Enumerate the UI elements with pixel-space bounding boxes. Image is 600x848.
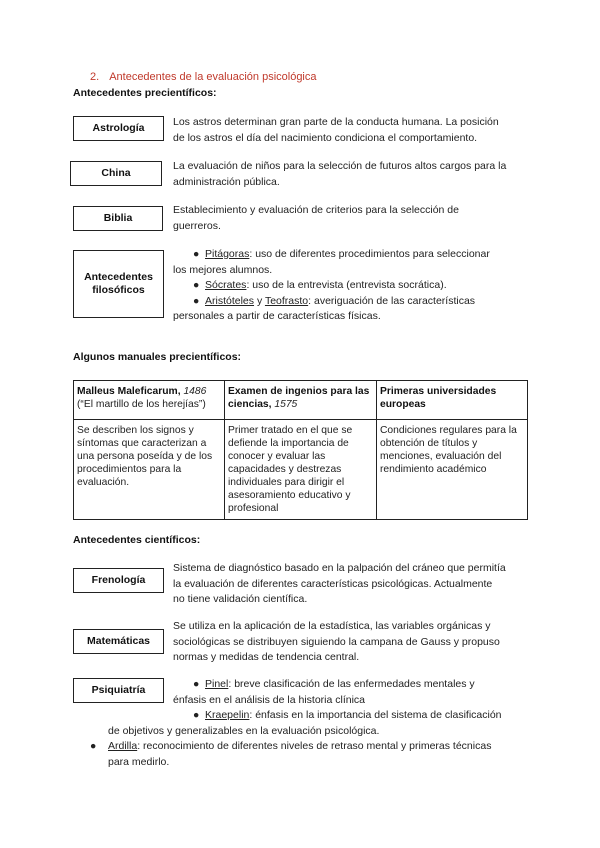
- list-item: [173, 677, 475, 693]
- ardilla-cont: para medirlo.: [108, 755, 170, 768]
- kraepelin-cont: de objetivos y generalizables en la evaluación psicológica.: [108, 724, 380, 737]
- biblia-line: Establecimiento y evaluación de criterios para la selección de: [173, 204, 459, 216]
- table-row: [74, 420, 528, 520]
- china-line: La evaluación de niños para la selección de futuros altos cargos para la: [173, 160, 507, 172]
- filosoficos-box: [73, 250, 164, 318]
- china-box: China: [70, 161, 162, 186]
- joiner-text: y: [254, 294, 265, 307]
- biblia-description: [173, 203, 459, 234]
- frenologia-line: no tiene validación científica.: [173, 593, 308, 605]
- aristoteles-text: : averiguación de las características: [308, 294, 476, 307]
- matematicas-line: Se utiliza en la aplicación de la estadística, las variables orgánicas y: [173, 620, 491, 632]
- frenologia-description: [173, 561, 506, 608]
- pitagoras-name: Pitágoras: [205, 248, 250, 260]
- ardilla-name: Ardilla: [108, 740, 138, 752]
- filosoficos-label-line2: filosóficos: [92, 284, 145, 296]
- precientificos-heading: Antecedentes precientíficos:: [73, 87, 217, 99]
- section-number: 2.: [90, 71, 100, 83]
- table-header-row: [74, 381, 528, 420]
- psiquiatria-list: [173, 677, 475, 708]
- pitagoras-text: : uso de diferentes procedimientos para seleccionar: [249, 248, 490, 260]
- socrates-text: : uso de la entrevista (entrevista socrática).: [246, 279, 447, 291]
- matematicas-description: [173, 619, 500, 666]
- bullet-icon: ●: [193, 279, 200, 291]
- china-description: [173, 159, 506, 190]
- kraepelin-item: [108, 708, 502, 739]
- socrates-name: Sócrates: [205, 279, 247, 291]
- section-title-text: Antecedentes de la evaluación psicológica: [109, 71, 317, 83]
- teofrasto-name: Teofrasto: [264, 294, 309, 307]
- list-item: [173, 278, 490, 294]
- bullet-icon: ●: [193, 678, 200, 690]
- column-year: 1575: [271, 399, 298, 410]
- column-title: Primeras universidades europeas: [380, 386, 497, 410]
- ardilla-text: : reconocimiento de diferentes niveles de retraso mental y primeras técnicas: [137, 740, 492, 752]
- cientificos-heading: Antecedentes científicos:: [73, 534, 201, 546]
- china-line: administración pública.: [173, 175, 280, 188]
- table-cell: Condiciones regulares para la obtención de títulos y menciones, evaluación del rendimiento académico: [377, 420, 528, 520]
- matematicas-line: normas y medidas de tendencia central.: [173, 651, 360, 663]
- kraepelin-name: Kraepelin: [205, 709, 250, 721]
- column-subtitle: (“El martillo de los herejías”): [77, 399, 206, 410]
- bullet-icon: ●: [193, 248, 200, 260]
- bullet-icon: ●: [193, 294, 200, 307]
- column-title: Malleus Maleficarum,: [77, 386, 181, 397]
- table-header-cell: [74, 381, 225, 420]
- ardilla-item: [90, 739, 491, 770]
- kraepelin-text: : énfasis en la importancia del sistema de clasificación: [249, 709, 502, 721]
- frenologia-line: Sistema de diagnóstico basado en la palpación del cráneo que permitía: [173, 562, 506, 574]
- matematicas-line: sociológicas se distribuyen siguiendo la campana de Gauss y propuso: [173, 635, 500, 648]
- manuales-heading: Algunos manuales precientíficos:: [73, 351, 242, 363]
- frenologia-box: Frenología: [73, 568, 164, 593]
- manuales-table: [73, 380, 528, 520]
- table-cell: Se describen los signos y síntomas que caracterizan a una persona poseída y de los procedimientos para la evaluación.: [74, 420, 225, 520]
- pitagoras-cont: los mejores alumnos.: [173, 263, 273, 276]
- section-title: [90, 71, 317, 83]
- psiquiatria-box: Psiquiatría: [73, 678, 164, 703]
- filosoficos-list: [173, 247, 490, 325]
- table-header-cell: [225, 381, 377, 420]
- matematicas-box: Matemáticas: [73, 629, 164, 654]
- bullet-icon: ●: [193, 709, 200, 721]
- list-item: [173, 247, 490, 263]
- astrologia-description: [173, 115, 499, 146]
- column-title: Examen de ingenios para las ciencias,: [228, 386, 370, 410]
- pinel-name: Pinel: [205, 678, 229, 690]
- table-cell: Primer tratado en el que se defiende la importancia de conocer y evaluar las capacidades y destrezas individuales para dirigir el asesoramiento educativo y profesional: [225, 420, 377, 520]
- biblia-line: guerreros.: [173, 219, 221, 232]
- astrologia-line: de los astros el día del nacimiento condiciona el comportamiento.: [173, 131, 478, 144]
- astrologia-box: Astrología: [73, 116, 164, 141]
- biblia-box: Biblia: [73, 206, 163, 231]
- frenologia-line: la evaluación de diferentes características psicológicas. Actualmente: [173, 577, 493, 590]
- pinel-cont: énfasis en el análisis de la historia clínica: [173, 693, 366, 706]
- filosoficos-label-line1: Antecedentes: [84, 271, 153, 283]
- table-header-cell: [377, 381, 528, 420]
- aristoteles-name: Aristóteles: [205, 294, 255, 307]
- list-item: [173, 294, 490, 310]
- pinel-text: : breve clasificación de las enfermedades mentales y: [228, 678, 475, 690]
- aristoteles-cont: personales a partir de características físicas.: [173, 310, 381, 322]
- astrologia-line: Los astros determinan gran parte de la conducta humana. La posición: [173, 116, 499, 128]
- bullet-icon: ●: [90, 740, 97, 752]
- list-item: [90, 739, 491, 755]
- list-item: [108, 708, 502, 724]
- column-year: 1486: [180, 386, 207, 397]
